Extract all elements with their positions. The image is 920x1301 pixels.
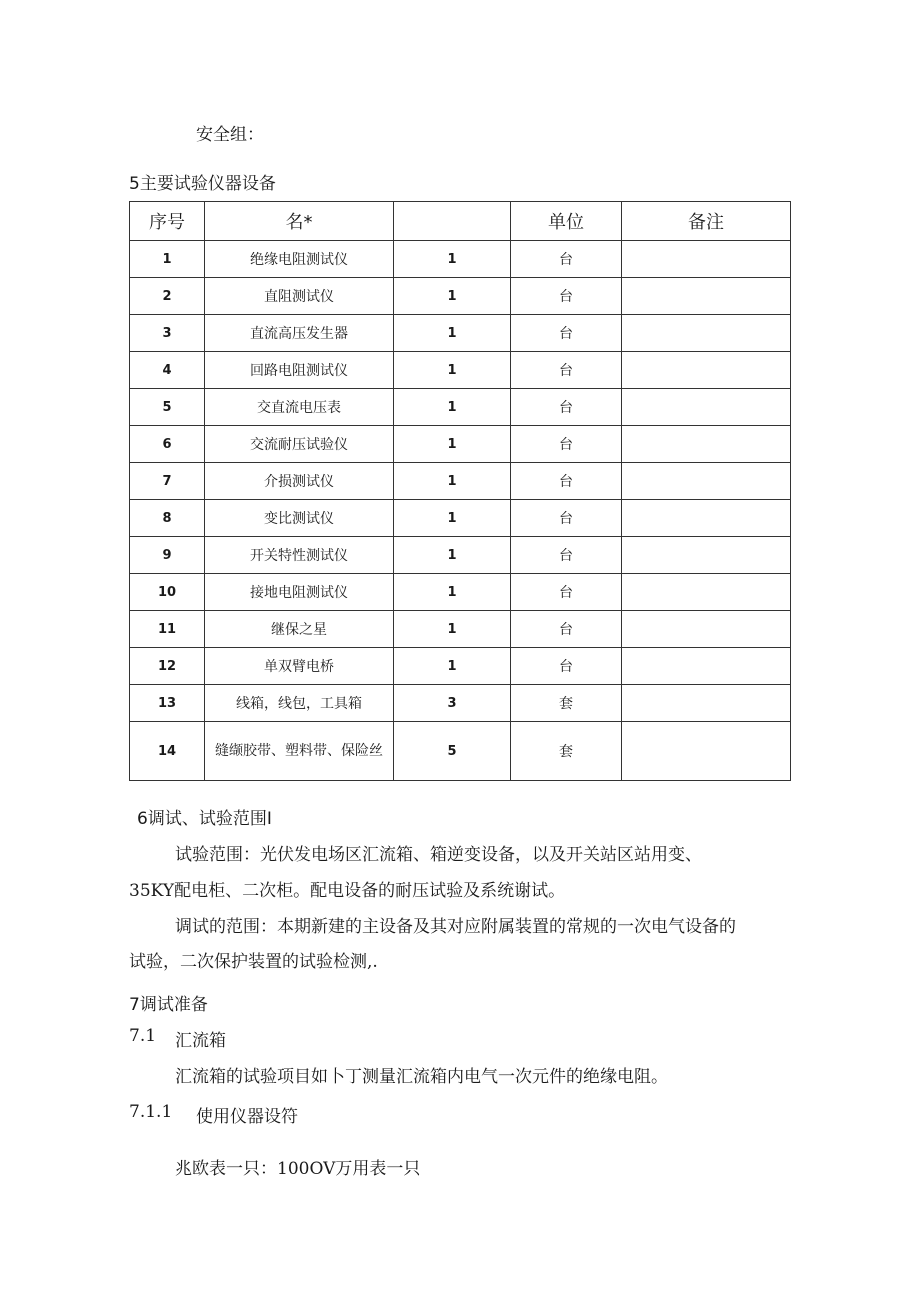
row-unit: 台 [511, 611, 622, 648]
section-7-1-number: 7.1 [129, 1026, 157, 1046]
row-no: 3 [130, 315, 205, 352]
row-no: 7 [130, 463, 205, 500]
row-unit: 台 [511, 426, 622, 463]
section-6-para2-line1: 调试的范围：本期新建的主设备及其对应附属装置的常规的一次电气设备的 [175, 917, 736, 937]
row-no: 9 [130, 537, 205, 574]
row-qty: 1 [394, 426, 511, 463]
row-unit: 台 [511, 500, 622, 537]
safety-group-label: 安全组： [196, 125, 264, 145]
row-name: 直阻测试仪 [205, 278, 394, 315]
row-note [622, 722, 791, 781]
row-no: 2 [130, 278, 205, 315]
row-note [622, 537, 791, 574]
row-name: 线箱，线包，工具箱 [205, 685, 394, 722]
row-note [622, 500, 791, 537]
row-no: 12 [130, 648, 205, 685]
header-name: 名* [205, 202, 394, 241]
row-note [622, 315, 791, 352]
table-row [130, 611, 791, 648]
row-name: 缝缬胶带、塑料带、保险丝 [215, 743, 383, 759]
row-note [622, 241, 791, 278]
row-unit: 台 [511, 537, 622, 574]
row-unit: 套 [511, 685, 622, 722]
row-qty: 1 [394, 611, 511, 648]
section-7-1-1-title: 使用仪器设符 [196, 1107, 298, 1127]
section-7-1-title: 汇流箱 [175, 1031, 226, 1051]
section-6-title: 6调试、试验范围I [137, 809, 272, 829]
header-unit: 单位 [511, 202, 622, 241]
row-unit: 台 [511, 463, 622, 500]
row-no: 8 [130, 500, 205, 537]
row-name: 单双臂电桥 [205, 648, 394, 685]
row-no: 11 [130, 611, 205, 648]
row-qty: 1 [394, 537, 511, 574]
row-note [622, 648, 791, 685]
table-row [130, 241, 791, 278]
row-name: 交直流电压表 [205, 389, 394, 426]
equipment-table [129, 201, 791, 781]
row-note [622, 463, 791, 500]
section-6-para1-line1: 试验范围：光伏发电场区汇流箱、箱逆变设备，以及开关站区站用变、 [175, 845, 702, 865]
row-note [622, 574, 791, 611]
row-unit: 台 [511, 278, 622, 315]
row-name: 变比测试仪 [205, 500, 394, 537]
row-unit: 台 [511, 315, 622, 352]
row-qty: 1 [394, 315, 511, 352]
row-qty: 1 [394, 574, 511, 611]
row-no: 1 [130, 241, 205, 278]
row-name: 直流高压发生器 [205, 315, 394, 352]
row-name: 交流耐压试验仪 [205, 426, 394, 463]
row-note [622, 278, 791, 315]
header-note: 备注 [622, 202, 791, 241]
row-qty: 1 [394, 278, 511, 315]
header-no: 序号 [130, 202, 205, 241]
row-name-cell [205, 722, 394, 781]
row-qty: 1 [394, 389, 511, 426]
table-row [130, 722, 791, 781]
row-note [622, 426, 791, 463]
section-7-title: 7调试准备 [129, 995, 208, 1015]
row-name: 接地电阻测试仪 [205, 574, 394, 611]
row-qty: 3 [394, 685, 511, 722]
table-row [130, 278, 791, 315]
row-unit: 台 [511, 241, 622, 278]
row-unit: 套 [511, 722, 622, 781]
row-note [622, 389, 791, 426]
table-row [130, 500, 791, 537]
row-name: 开关特性测试仪 [205, 537, 394, 574]
row-unit: 台 [511, 389, 622, 426]
row-no: 6 [130, 426, 205, 463]
section-7-1-text: 汇流箱的试验项目如卜丁测量汇流箱内电气一次元件的绝缘电阻。 [175, 1067, 668, 1087]
section-7-1-1-number: 7.1.1 [129, 1102, 173, 1122]
table-row [130, 685, 791, 722]
row-qty: 1 [394, 241, 511, 278]
section-5-title: 5主要试验仪器设备 [129, 174, 276, 194]
row-note [622, 611, 791, 648]
table-row [130, 463, 791, 500]
row-name: 绝缘电阻测试仪 [205, 241, 394, 278]
row-name: 回路电阻测试仪 [205, 352, 394, 389]
row-qty: 1 [394, 352, 511, 389]
table-row [130, 648, 791, 685]
table-row [130, 537, 791, 574]
row-name: 继保之星 [205, 611, 394, 648]
row-note [622, 352, 791, 389]
table-row [130, 426, 791, 463]
section-6-para2-line2: 试验，二次保护装置的试验检测,. [129, 952, 378, 972]
row-no: 5 [130, 389, 205, 426]
row-unit: 台 [511, 352, 622, 389]
table-row [130, 574, 791, 611]
row-qty: 1 [394, 648, 511, 685]
row-unit: 台 [511, 648, 622, 685]
row-qty: 1 [394, 463, 511, 500]
row-qty: 5 [394, 722, 511, 781]
section-6-para1-line2: 35KY配电柜、二次柜。配电设备的耐压试验及系统谢试。 [129, 881, 566, 901]
row-no: 13 [130, 685, 205, 722]
row-qty: 1 [394, 500, 511, 537]
row-no: 4 [130, 352, 205, 389]
row-no: 10 [130, 574, 205, 611]
header-qty [394, 202, 511, 241]
table-row [130, 389, 791, 426]
section-7-1-1-text: 兆欧表一只：100OV万用表一只 [175, 1159, 421, 1179]
table-header-row [130, 202, 791, 241]
row-name: 介损测试仪 [205, 463, 394, 500]
row-note [622, 685, 791, 722]
row-no: 14 [130, 722, 205, 781]
table-row [130, 352, 791, 389]
table-row [130, 315, 791, 352]
row-unit: 台 [511, 574, 622, 611]
